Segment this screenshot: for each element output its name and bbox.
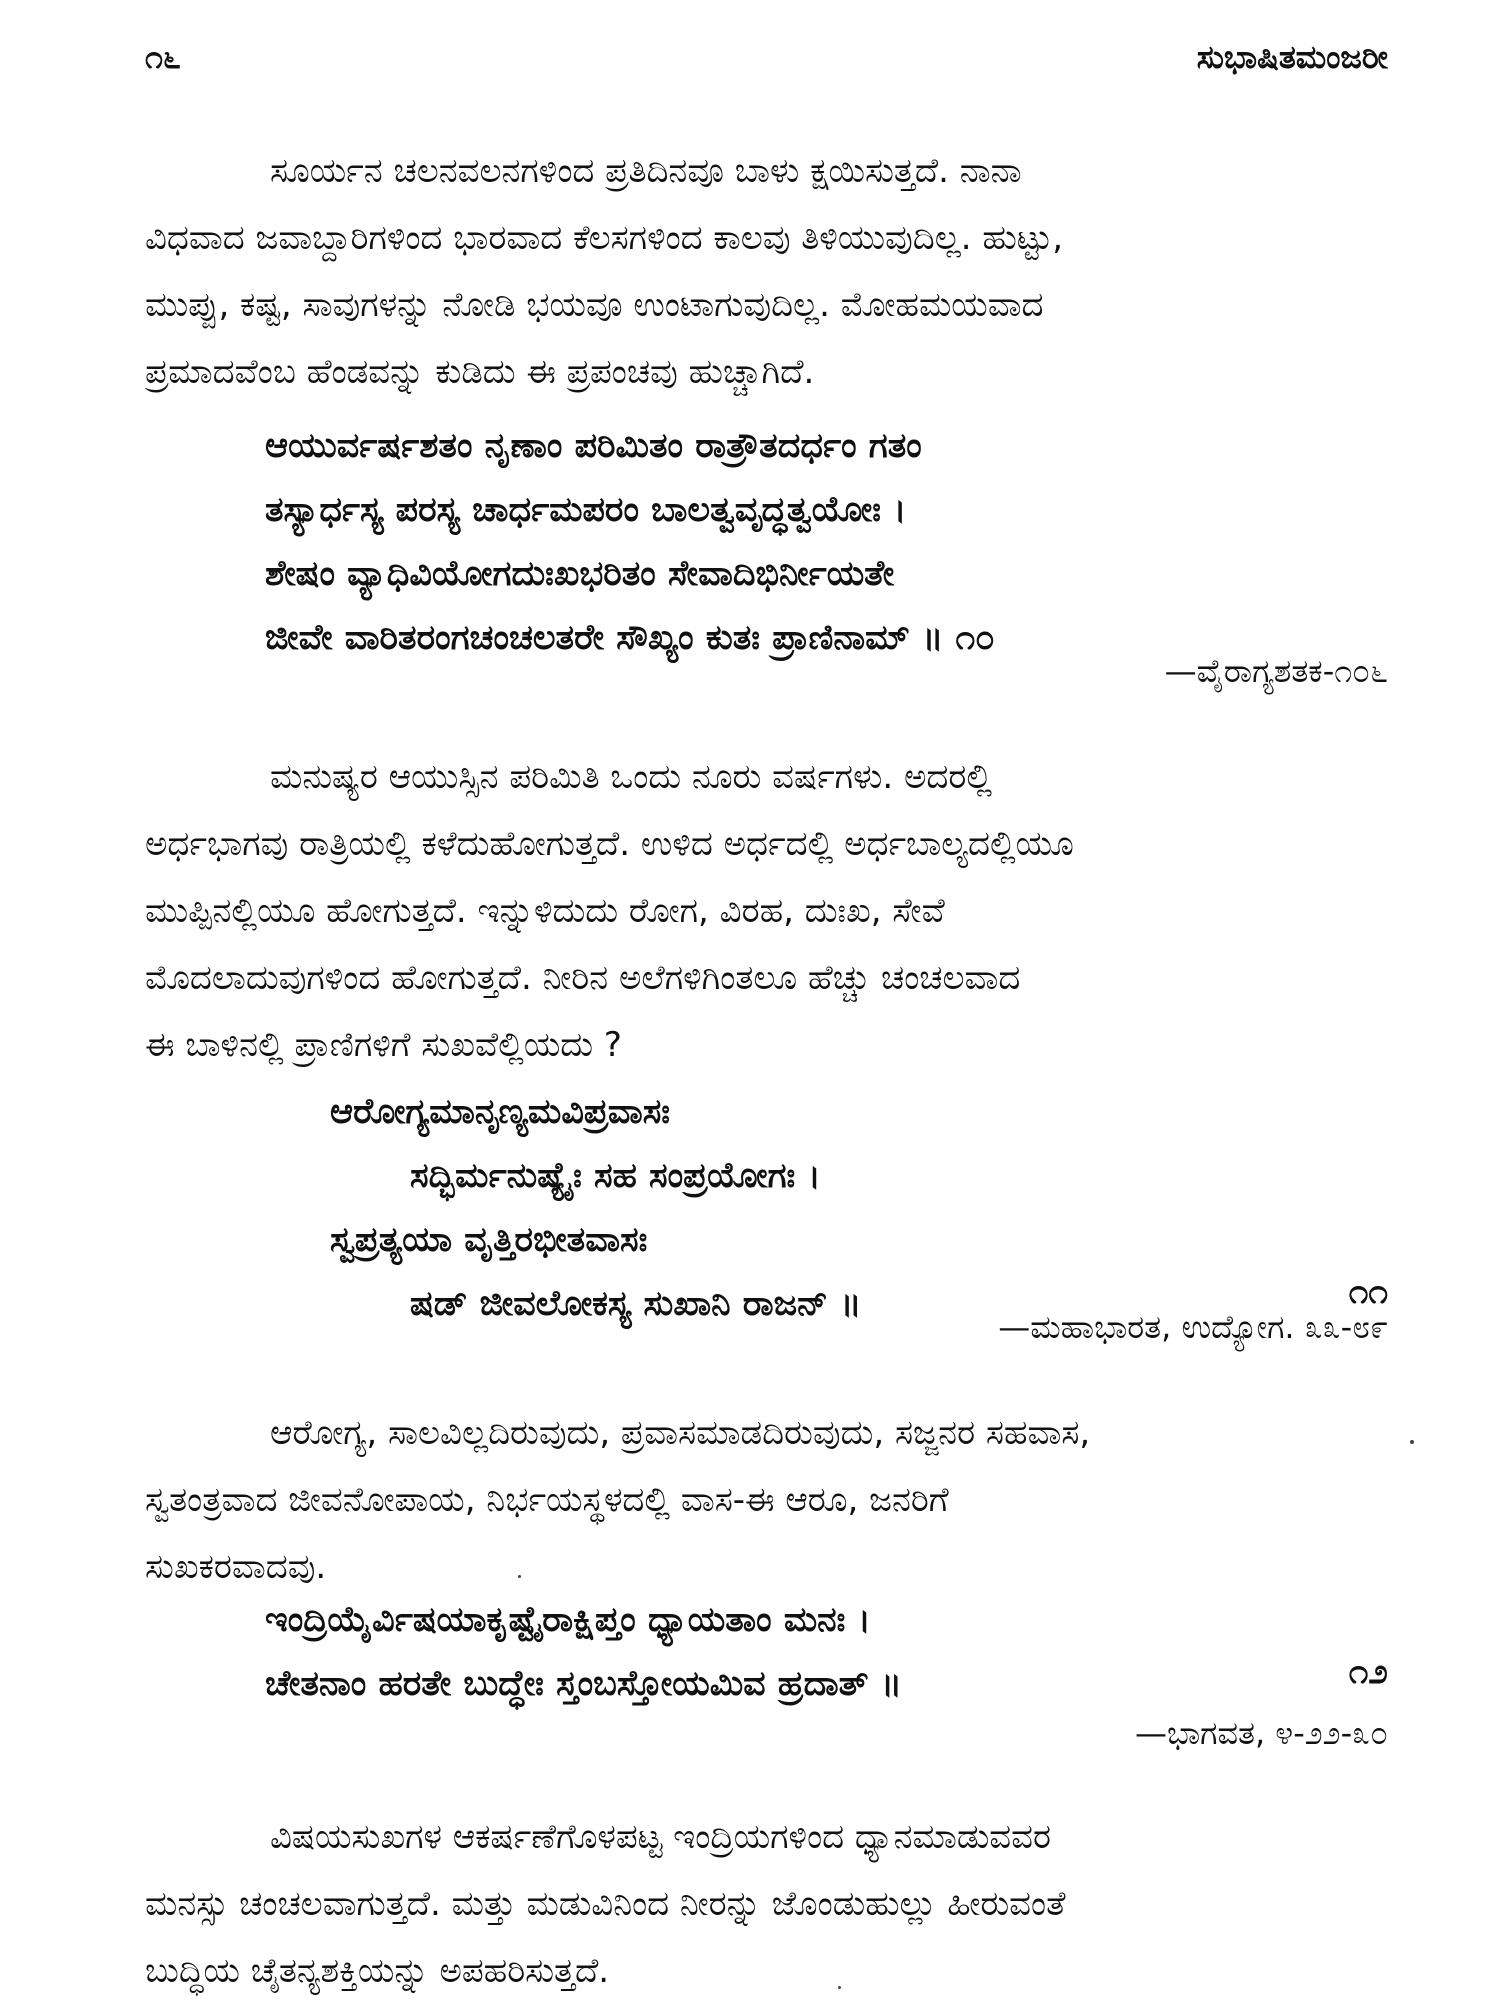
paragraph-line: ಸೂರ್ಯನ ಚಲನವಲನಗಳಿಂದ ಪ್ರತಿದಿನವೂ ಬಾಳು ಕ್ಷಯಿಸುತ್ತದೆ. ನಾನಾ bbox=[270, 151, 1022, 191]
paragraph-line: ಸುಖಕರವಾದವು. bbox=[145, 1547, 327, 1587]
verse-line: ಸದ್ಭಿರ್ಮನುಷ್ಯೈಃ ಸಹ ಸಂಪ್ರಯೋಗಃ । bbox=[410, 1156, 821, 1196]
verse-10 bbox=[265, 414, 995, 670]
paragraph-line: ಪ್ರಮಾದವೆಂಬ ಹೆಂಡವನ್ನು ಕುಡಿದು ಈ ಪ್ರಪಂಚವು ಹುಚ್ಚಾಗಿದೆ. bbox=[145, 352, 815, 392]
paragraph-line: ಮುಪ್ಪಿನಲ್ಲಿಯೂ ಹೋಗುತ್ತದೆ. ಇನ್ನುಳಿದುದು ರೋಗ, ವಿರಹ, ದುಃಖ, ಸೇವೆ bbox=[145, 891, 945, 931]
verse-line bbox=[265, 606, 995, 670]
verse-line: ಆಯುರ್ವರ್ಷಶತಂ ನೃಣಾಂ ಪರಿಮಿತಂ ರಾತ್ರೌತದರ್ಧಂ ಗತಂ bbox=[265, 426, 922, 466]
paragraph-line: ಅರ್ಧಭಾಗವು ರಾತ್ರಿಯಲ್ಲಿ ಕಳೆದುಹೋಗುತ್ತದೆ. ಉಳಿದ ಅರ್ಧದಲ್ಲಿ ಅರ್ಧಬಾಲ್ಯದಲ್ಲಿಯೂ bbox=[145, 824, 1074, 864]
paragraph-line: ಈ ಬಾಳಿನಲ್ಲಿ ಪ್ರಾಣಿಗಳಿಗೆ ಸುಖವೆಲ್ಲಿಯದು ? bbox=[145, 1025, 622, 1065]
paragraph-line: ಆರೋಗ್ಯ, ಸಾಲವಿಲ್ಲದಿರುವುದು, ಪ್ರವಾಸಮಾಡದಿರುವುದು, ಸಜ್ಜನರ ಸಹವಾಸ, bbox=[270, 1413, 1091, 1453]
verse-source: —ಮಹಾಭಾರತ, ಉದ್ಯೋಗ. ೩೩-೮೯ bbox=[998, 1308, 1388, 1346]
paragraph-line: ಬುದ್ಧಿಯ ಚೈತನ್ಯಶಕ್ತಿಯನ್ನು ಅಪಹರಿಸುತ್ತದೆ. bbox=[145, 1951, 610, 1991]
paragraph-1 bbox=[145, 138, 1388, 406]
paragraph-3 bbox=[145, 1400, 1388, 1601]
verse-line: ತಸ್ಯಾರ್ಧಸ್ಯ ಪರಸ್ಯ ಚಾರ್ಧಮಪರಂ ಬಾಲತ್ವವೃದ್ಧತ್ವಯೋಃ । bbox=[265, 490, 907, 530]
page-number: ೧೬ bbox=[145, 38, 181, 76]
paragraph-line: ಮೊದಲಾದುವುಗಳಿಂದ ಹೋಗುತ್ತದೆ. ನೀರಿನ ಅಲೆಗಳಿಗಿಂತಲೂ ಹೆಚ್ಚು ಚಂಚಲವಾದ bbox=[145, 958, 1021, 998]
paragraph-line: ವಿಧವಾದ ಜವಾಬ್ದಾರಿಗಳಿಂದ ಭಾರವಾದ ಕೆಲಸಗಳಿಂದ ಕಾಲವು ತಿಳಿಯುವುದಿಲ್ಲ. ಹುಟ್ಟು, bbox=[145, 218, 1064, 258]
paragraph-line: ಸ್ವತಂತ್ರವಾದ ಜೀವನೋಪಾಯ, ನಿರ್ಭಯಸ್ಥಳದಲ್ಲಿ ವಾಸ-ಈ ಆರೂ, ಜನರಿಗೆ bbox=[145, 1480, 949, 1520]
scan-speck bbox=[838, 1986, 841, 1989]
paragraph-line: ಮನಸ್ಸು ಚಂಚಲವಾಗುತ್ತದೆ. ಮತ್ತು ಮಡುವಿನಿಂದ ನೀರನ್ನು ಜೊಂಡುಹುಲ್ಲು ಹೀರುವಂತೆ bbox=[145, 1884, 1066, 1924]
paragraph-line: ಮನುಷ್ಯರ ಆಯುಸ್ಸಿನ ಪರಿಮಿತಿ ಒಂದು ನೂರು ವರ್ಷಗಳು. ಅದರಲ್ಲಿ bbox=[270, 757, 993, 797]
paragraph-4 bbox=[145, 1804, 1388, 2005]
verse-line: ಆರೋಗ್ಯಮಾನೃಣ್ಯಮವಿಪ್ರವಾಸಃ bbox=[330, 1092, 670, 1132]
verse-number: ೧೧ bbox=[1348, 1272, 1388, 1312]
verse-line: ಇಂದ್ರಿಯೈರ್ವಿಷಯಾಕೃಷ್ಟೈರಾಕ್ಷಿಪ್ತಂ ಧ್ಯಾಯತಾಂ ಮನಃ । bbox=[265, 1600, 871, 1640]
verse-line-text: ಜೀವೇ ವಾರಿತರಂಗಚಂಚಲತರೇ ಸೌಖ್ಯಂ ಕುತಃ ಪ್ರಾಣಿನಾಮ್ ॥ bbox=[265, 618, 944, 658]
verse-line: ಷಡ್ ಜೀವಲೋಕಸ್ಯ ಸುಖಾನಿ ರಾಜನ್ ॥ bbox=[410, 1284, 862, 1324]
verse-11 bbox=[330, 1080, 861, 1336]
paragraph-line: ಮುಪ್ಪು, ಕಷ್ಟ, ಸಾವುಗಳನ್ನು ನೋಡಿ ಭಯವೂ ಉಂಟಾಗುವುದಿಲ್ಲ. ಮೋಹಮಯವಾದ bbox=[145, 285, 1044, 325]
running-title: ಸುಭಾಷಿತಮಂಜರೀ bbox=[1196, 38, 1388, 76]
scan-speck bbox=[1410, 1440, 1414, 1444]
verse-number: ೧೨ bbox=[1348, 1652, 1388, 1692]
paragraph-line: ವಿಷಯಸುಖಗಳ ಆಕರ್ಷಣೆಗೊಳಪಟ್ಟ ಇಂದ್ರಿಯಗಳಿಂದ ಧ್ಯಾನಮಾಡುವವರ bbox=[270, 1817, 1051, 1857]
verse-line: ಸ್ವಪ್ರತ್ಯಯಾ ವೃತ್ತಿರಭೀತವಾಸಃ bbox=[330, 1220, 648, 1260]
verse-source: —ವೈರಾಗ್ಯಶತಕ-೧೦೬ bbox=[1164, 652, 1388, 690]
verse-line: ಚೇತನಾಂ ಹರತೇ ಬುದ್ಧೇಃ ಸ್ತಂಬಸ್ತೋಯಮಿವ ಹ್ರದಾತ್ ॥ bbox=[265, 1664, 902, 1704]
verse-number: ೧೦ bbox=[955, 618, 995, 658]
page-header bbox=[145, 38, 1388, 82]
verse-12 bbox=[265, 1588, 902, 1716]
verse-source: —ಭಾಗವತ, ೪-೨೨-೩೦ bbox=[1134, 1714, 1388, 1752]
verse-line: ಶೇಷಂ ವ್ಯಾಧಿವಿಯೋಗದುಃಖಭರಿತಂ ಸೇವಾದಿಭಿರ್ನೀಯತೇ bbox=[265, 554, 895, 594]
paragraph-2 bbox=[145, 744, 1388, 1079]
scan-speck bbox=[518, 1575, 521, 1578]
